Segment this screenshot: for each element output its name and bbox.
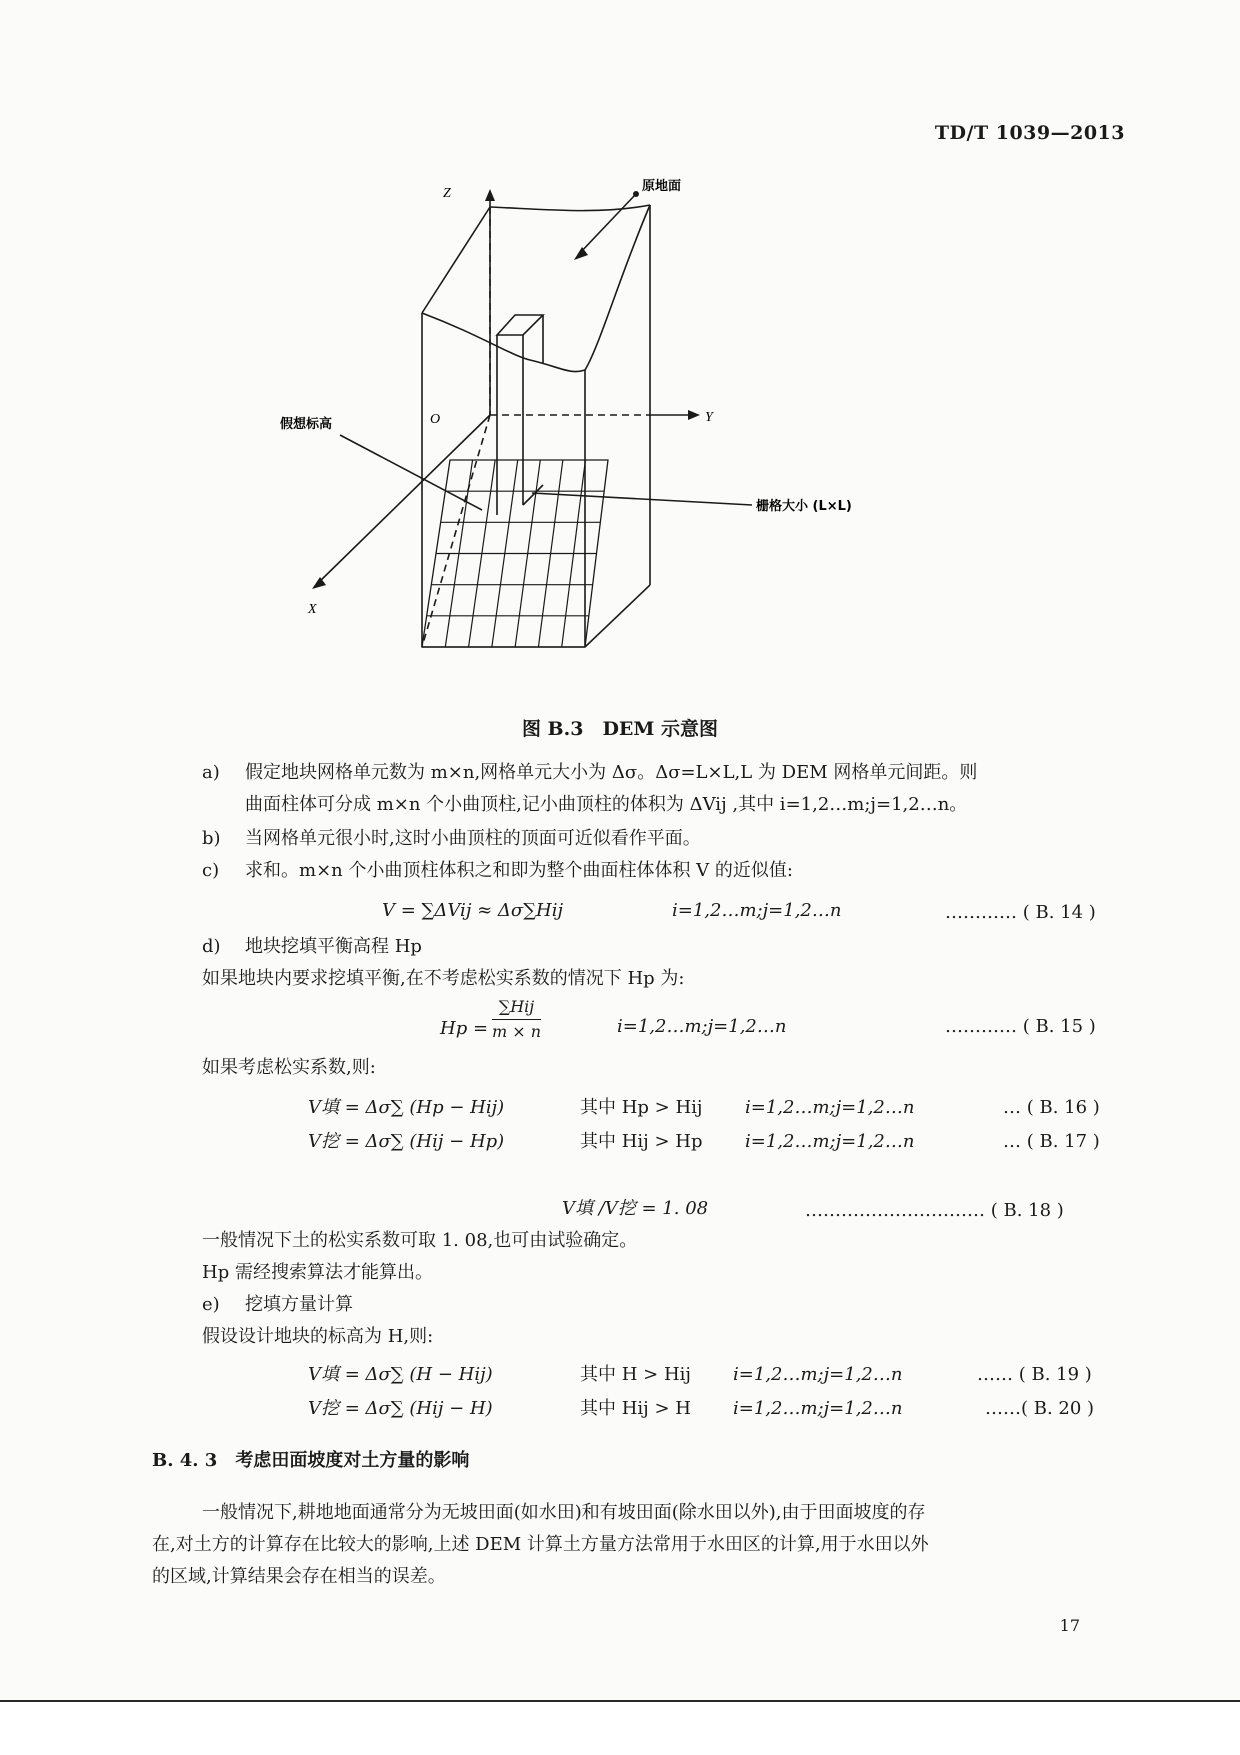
item-d-paragraph: 如果地块内要求挖填平衡,在不考虑松实系数的情况下 Hp 为: — [202, 968, 685, 989]
item-a-line1: 假定地块网格单元数为 m×n,网格单元大小为 Δσ。Δσ=L×L,L 为 DEM 网格单元间距。则 — [245, 762, 978, 783]
item-a-line2: 曲面柱体可分成 m×n 个小曲顶柱,记小曲顶柱的体积为 ΔVij ,其中 i=1,2…m;j=1,2…n。 — [245, 794, 968, 815]
arrowheads — [312, 189, 700, 589]
grid-lines — [427, 460, 604, 647]
equation-b14-tag: ………… ( B. 14 ) — [945, 902, 1096, 923]
equation-b19-range: i=1,2…m;j=1,2…n — [733, 1364, 903, 1385]
page-number: 17 — [1059, 1616, 1080, 1635]
equation-b14: V = ∑ΔVij ≈ Δσ∑Hij — [382, 900, 564, 921]
equation-b15-denominator: m × n — [492, 1022, 542, 1041]
label-grid-size: 栅格大小 (L×L) — [756, 499, 852, 514]
item-c-line: 求和。m×n 个小曲顶柱体积之和即为整个曲面柱体体积 V 的近似值: — [245, 860, 793, 881]
document-code: TD/T 1039—2013 — [934, 122, 1125, 144]
equation-b16: V填 = Δσ∑ (Hp − Hij) — [308, 1097, 505, 1118]
equation-b17-condition: 其中 Hij > Hp — [580, 1131, 703, 1152]
surface-right-curve — [585, 205, 650, 370]
loose-coefficient-paragraph: 如果考虑松实系数,则: — [202, 1057, 376, 1078]
equation-b16-tag: … ( B. 16 ) — [1003, 1097, 1100, 1118]
equation-b15-fraction — [492, 995, 541, 1044]
axis-label-origin: O — [430, 412, 441, 427]
hp-paragraph: Hp 需经搜索算法才能算出。 — [202, 1262, 433, 1283]
equation-b19-condition: 其中 H > Hij — [580, 1364, 691, 1385]
coefficient-paragraph: 一般情况下土的松实系数可取 1. 08,也可由试验确定。 — [202, 1230, 638, 1251]
x-arrowhead — [312, 577, 326, 589]
equation-b18: V填 /V挖 = 1. 08 — [562, 1198, 709, 1219]
equation-b20-condition: 其中 Hij > H — [580, 1398, 691, 1419]
item-d-marker: d) — [202, 936, 221, 957]
final-paragraph-line2: 在,对土方的计算存在比较大的影响,上述 DEM 计算土方量方法常用于水田区的计算,用于水田以外 — [152, 1534, 929, 1555]
equation-b15-range: i=1,2…m;j=1,2…n — [617, 1016, 787, 1037]
item-b-line: 当网格单元很小时,这时小曲顶柱的顶面可近似看作平面。 — [245, 828, 701, 849]
section-heading-b43: B. 4. 3 考虑田面坡度对土方量的影响 — [152, 1450, 470, 1471]
axis-label-y: Y — [705, 410, 713, 425]
axis-label-z: Z — [443, 186, 451, 201]
item-e-paragraph: 假设设计地块的标高为 H,则: — [202, 1326, 434, 1347]
hidden-edge-left — [422, 415, 490, 647]
leader-assumed-elevation — [340, 435, 482, 510]
equation-b14-range: i=1,2…m;j=1,2…n — [672, 900, 842, 921]
equation-b15-numerator: ∑Hij — [492, 995, 541, 1020]
equation-b17-range: i=1,2…m;j=1,2…n — [745, 1131, 915, 1152]
final-paragraph-line3: 的区域,计算结果会存在相当的误差。 — [152, 1566, 446, 1587]
equation-b16-condition: 其中 Hp > Hij — [580, 1097, 703, 1118]
equation-b15-tag: ………… ( B. 15 ) — [945, 1016, 1096, 1037]
z-arrowhead — [485, 189, 495, 201]
dem-figure — [280, 179, 980, 685]
surface-front-curve — [422, 313, 585, 372]
item-c-marker: c) — [202, 860, 220, 881]
dem-diagram — [280, 179, 980, 685]
leader-grid-size — [532, 493, 752, 505]
item-d-line: 地块挖填平衡高程 Hp — [245, 936, 422, 957]
item-b-marker: b) — [202, 828, 221, 849]
prism-right-bottom-edge — [585, 585, 650, 647]
y-arrowhead — [688, 410, 700, 420]
equation-b18-tag: ………………………… ( B. 18 ) — [805, 1200, 1064, 1221]
equation-b17: V挖 = Δσ∑ (Hij − Hp) — [308, 1131, 505, 1152]
leader-arrowhead-ground — [574, 247, 588, 260]
equation-b20-range: i=1,2…m;j=1,2…n — [733, 1398, 903, 1419]
column-top — [497, 315, 543, 335]
equation-b19: V填 = Δσ∑ (H − Hij) — [308, 1364, 493, 1385]
final-paragraph-line1: 一般情况下,耕地地面通常分为无坡田面(如水田)和有坡田面(除水田以外),由于田面坡度的存 — [202, 1502, 926, 1523]
item-e-line: 挖填方量计算 — [245, 1294, 353, 1315]
equation-b19-tag: …… ( B. 19 ) — [977, 1364, 1092, 1385]
equation-b17-tag: … ( B. 17 ) — [1003, 1131, 1100, 1152]
label-assumed-elevation: 假想标高 — [280, 417, 333, 432]
label-original-ground: 原地面 — [642, 179, 682, 194]
equation-b20: V挖 = Δσ∑ (Hij − H) — [308, 1398, 493, 1419]
prism-top-left-edge — [422, 207, 490, 313]
equation-b20-tag: ……( B. 20 ) — [985, 1398, 1095, 1419]
surface-back-curve — [490, 205, 650, 211]
item-a-marker: a) — [202, 762, 220, 783]
item-e-marker: e) — [202, 1294, 220, 1315]
bottom-margin — [0, 1702, 1240, 1755]
column-base-edge — [523, 485, 543, 505]
leader-original-ground — [578, 195, 635, 255]
leader-dot-ground — [633, 191, 639, 197]
axis-label-x: X — [308, 602, 317, 617]
figure-caption: 图 B.3 DEM 示意图 — [521, 718, 719, 740]
equation-b15-lhs: Hp = — [440, 1018, 489, 1039]
equation-b16-range: i=1,2…m;j=1,2…n — [745, 1097, 915, 1118]
